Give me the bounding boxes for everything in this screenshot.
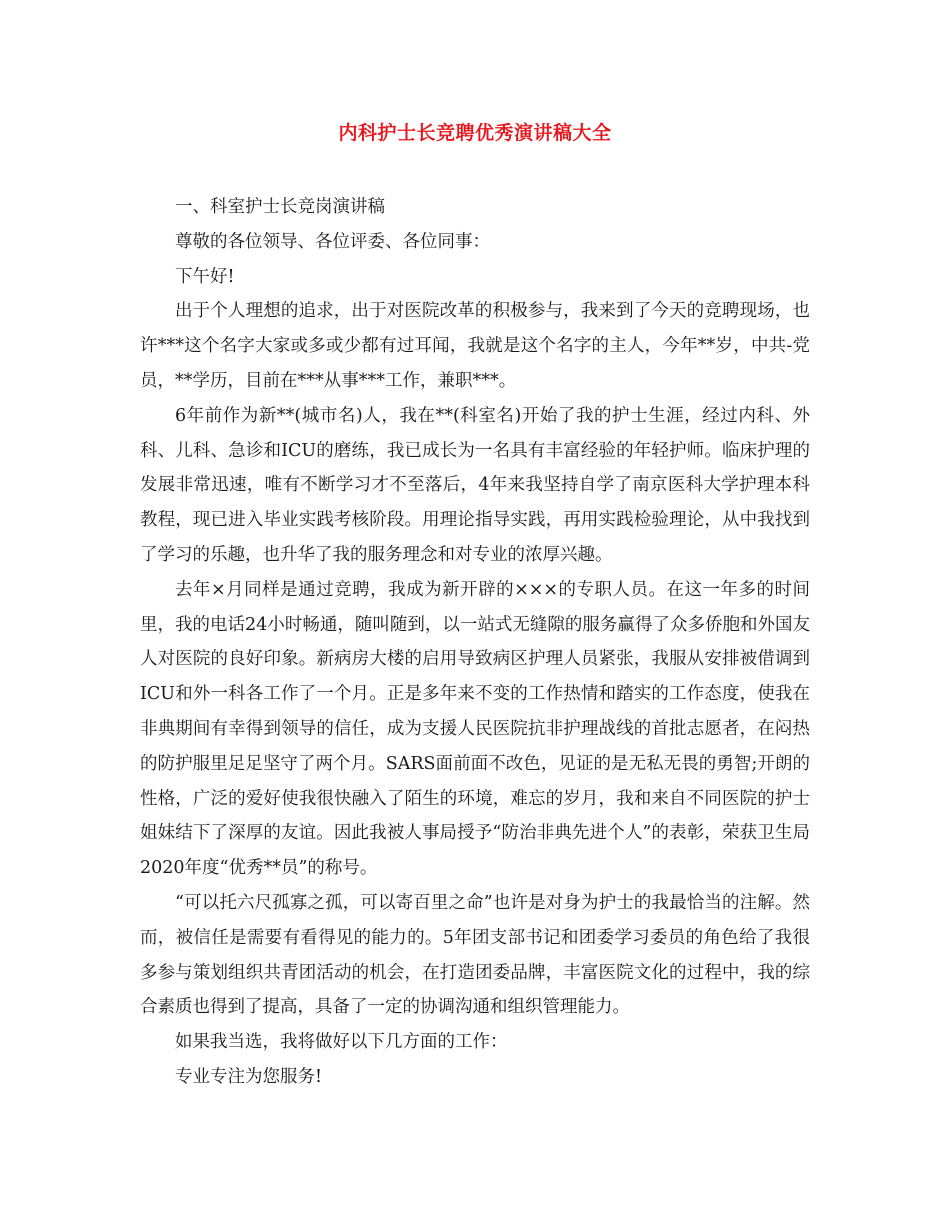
paragraph-introduction: 出于个人理想的追求，出于对医院改革的积极参与，我来到了今天的竞聘现场，也许***这个名字大家或多或少都有过耳闻，我就是这个名字的主人，今年**岁，中共-党员，**学历，目前在***从事***工作，兼职***。 xyxy=(140,301,810,391)
paragraph-plan-intro: 如果我当选，我将做好以下几方面的工作： xyxy=(175,1032,508,1053)
paragraph-salutation: 尊敬的各位领导、各位评委、各位同事： xyxy=(175,231,490,252)
paragraph-capability: “可以托六尺孤寡之孤，可以寄百里之命”也许是对身为护士的我最恰当的注解。然而，被信任是需要有看得见的能力的。5年团支部书记和团委学习委员的角色给了我很多参与策划组织共青团活动的机会，在打造团委品牌，丰富医院文化的过程中，我的综合素质也得到了提高，具备了一定的协调沟通和组织管理能力。 xyxy=(140,892,810,1018)
paragraph-experience: 6年前作为新**(城市名)人，我在**(科室名)开始了我的护士生涯，经过内科、外科、儿科、急诊和ICU的磨练，我已成长为一名具有丰富经验的年轻护师。临床护理的发展非常迅速，唯有不断学习才不至落后，4年来我坚持自学了南京医科大学护理本科教程，现已进入毕业实践考核阶段。用理论指导实践，再用实践检验理论，从中我找到了学习的乐趣，也升华了我的服务理念和对专业的浓厚兴趣。 xyxy=(140,405,810,565)
paragraph-achievements: 去年×月同样是通过竞聘，我成为新开辟的×××的专职人员。在这一年多的时间里，我的电话24小时畅通，随叫随到，以一站式无缝隙的服务赢得了众多侨胞和外国友人对医院的良好印象。新病房大楼的启用导致病区护理人员紧张，我服从安排被借调到ICU和外一科各工作了一个月。正是多年来不变的工作热情和踏实的工作态度，使我在非典期间有幸得到领导的信任，成为支援人民医院抗非护理战线的首批志愿者，在闷热的防护服里足足坚守了两个月。SARS面前面不改色，见证的是无私无畏的勇智;开朗的性格，广泛的爱好使我很快融入了陌生的环境，难忘的岁月，我和来自不同医院的护士姐妹结下了深厚的友谊。因此我被人事局授予“防治非典先进个人”的表彰，荣获卫生局2020年度“优秀**员”的称号。 xyxy=(140,579,810,879)
paragraph-greeting: 下午好! xyxy=(175,266,235,287)
paragraph-footer-slogan: 专业专注为您服务! xyxy=(175,1066,323,1087)
document-title: 内科护士长竞聘优秀演讲稿大全 xyxy=(338,122,612,144)
document-body xyxy=(140,190,810,1095)
paragraph-section-heading: 一、科室护士长竞岗演讲稿 xyxy=(175,197,385,217)
